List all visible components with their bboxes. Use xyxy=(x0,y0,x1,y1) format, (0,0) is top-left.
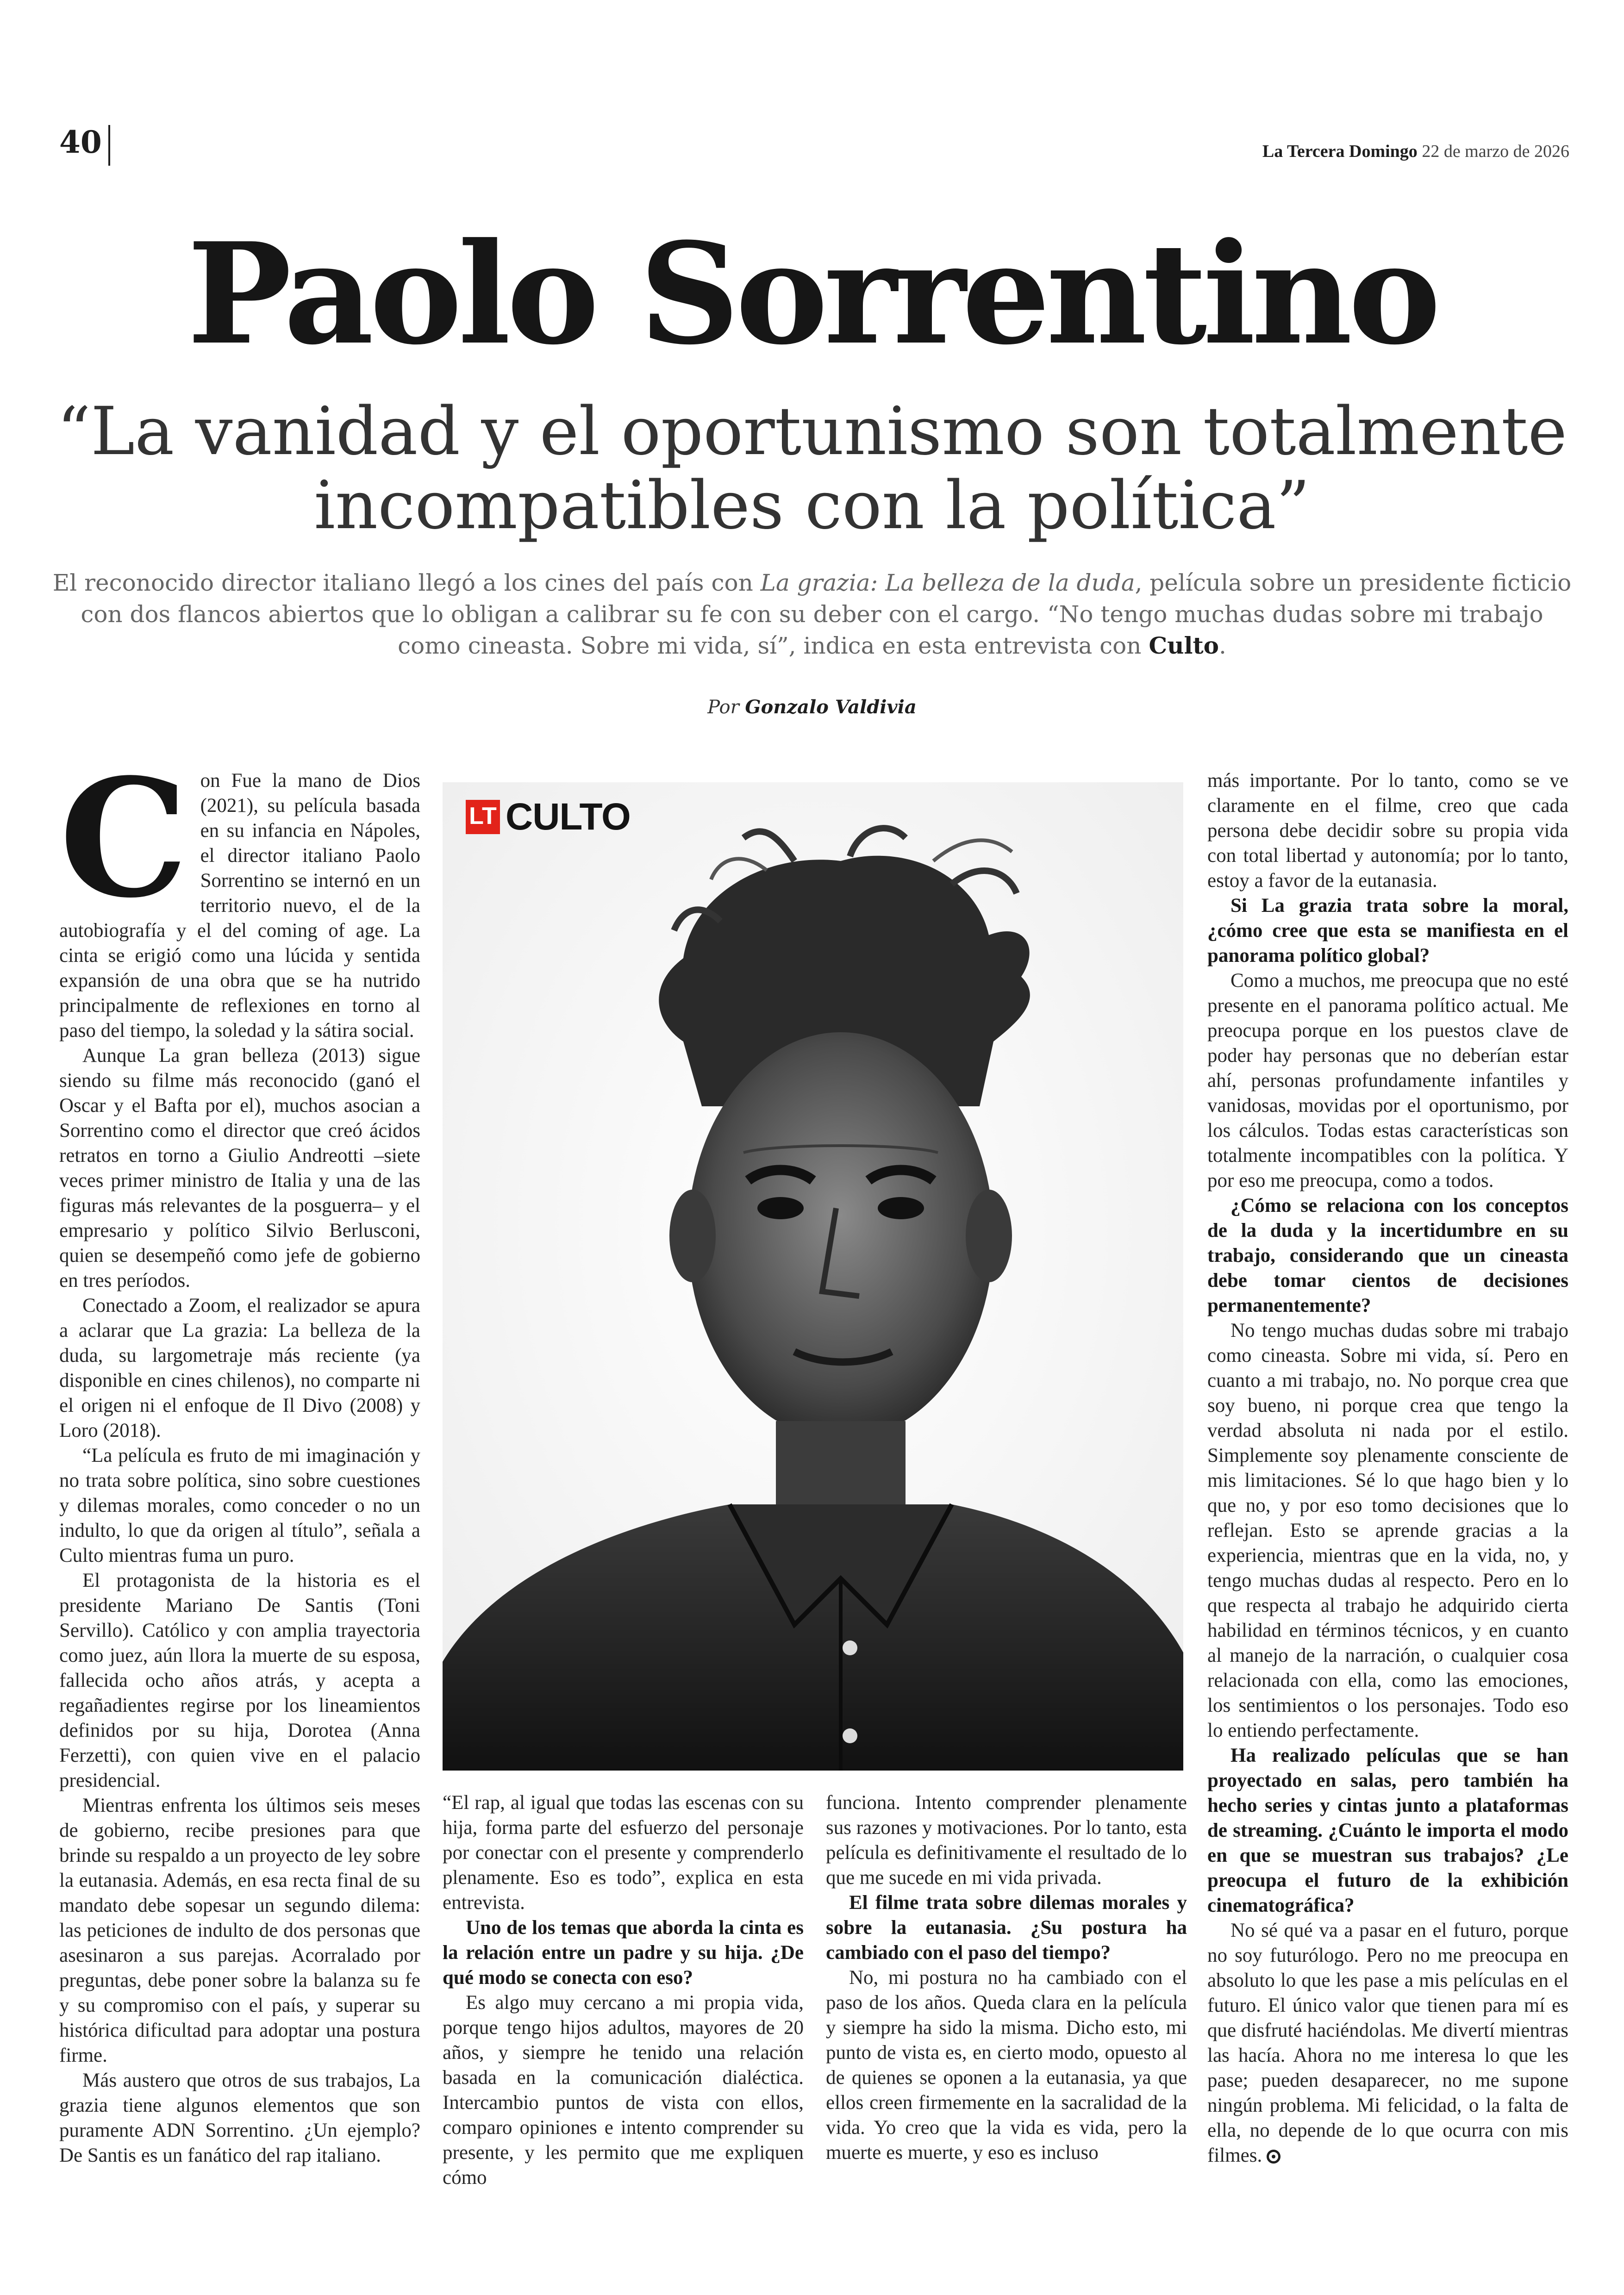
dateline-date: 22 de marzo de 2026 xyxy=(1422,142,1569,161)
shirt-button xyxy=(843,1640,857,1655)
article-column-2 xyxy=(443,1790,804,2190)
byline-author: Gonzalo Valdivia xyxy=(745,696,917,718)
left-ear xyxy=(669,1190,716,1282)
interview-question: El filme trata sobre dilemas morales y sobre la eutanasia. ¿Su postura ha cambiado con el paso del tiempo? xyxy=(826,1892,1187,1964)
headline: Paolo Sorrentino xyxy=(187,212,1437,375)
deck-line-1: “La vanidad y el oportunismo son totalmente xyxy=(57,393,1567,470)
interview-question: Si La grazia trata sobre la moral, ¿cómo cree que esta se manifiesta en el panorama político global? xyxy=(1207,895,1568,967)
portrait-photo xyxy=(443,782,1183,1771)
culto-logo xyxy=(466,798,631,836)
article-paragraph: funciona. Intento comprender plenamente sus razones y motivaciones. Por lo tanto, esta película es definitivamente el resultado de lo que me sucede en mi vida privada. xyxy=(826,1792,1187,1889)
face xyxy=(688,1032,993,1440)
right-eye xyxy=(878,1197,924,1219)
article-paragraph: El protagonista de la historia es el presidente Mariano De Santis (Toni Servillo). Católico y con amplia trayectoria como juez, aún llora la muerte de su esposa, fallecida ocho años atrás, y acepta a regañadientes regirse por los lineamientos definidos por su hija, Dorotea (Anna Ferzetti), con quien vive en el palacio presidencial. xyxy=(59,1570,420,1791)
article-paragraph: Como a muchos, me preocupa que no esté presente en el panorama político actual. Me preocupa porque en los puestos clave de poder hay personas que no deberían estar ahí, personas profundamente infantiles y vanidosas, movidas por el oportunismo, por los cálculos. Todas estas características son totalmente incompatibles con la política. Y por eso me preocupa, como a todos. xyxy=(1207,970,1568,1191)
article-paragraph: “El rap, al igual que todas las escenas con su hija, forma parte del esfuerzo del personaje por conectar con el presente y comprenderlo plenamente. Eso es todo”, explica en esta entrevista. xyxy=(443,1792,804,1914)
article-paragraph: Aunque La gran belleza (2013) sigue siendo su filme más reconocido (ganó el Oscar y el Bafta por el), muchos asocian a Sorrentino como el director que creó ácidos retratos en torno a Giulio Andreotti –siete veces primer ministro de Italia y una de las figuras más relevantes de la posguerra– y el empresario y político Silvio Berlusconi, quien se desempeñó como jefe de gobierno en tres períodos. xyxy=(59,1045,420,1291)
interview-question: Uno de los temas que aborda la cinta es la relación entre un padre y su hija. ¿De qué modo se conecta con eso? xyxy=(443,1917,804,1989)
standfirst-text-1: El reconocido director italiano llegó a los cines del país con xyxy=(52,569,761,596)
page-number-rule xyxy=(108,125,110,166)
article-column-4 xyxy=(1207,768,1568,2168)
deck xyxy=(46,394,1578,543)
standfirst-text-3: . xyxy=(1218,632,1226,659)
article-text: No sé qué va a pasar en el futuro, porque no soy futurólogo. Pero no me preocupa en absoluto lo que les pase a mis películas en el futuro. El único valor que tienen para mí es que disfruté haciéndolas. Me divertí mientras las hacía. Ahora no me interesa lo que les pase; pueden desaparecer, no me supone ningún problema. Mi felicidad, o la falta de ella, no depende de lo que ocurra con mis filmes. xyxy=(1207,1920,1568,2166)
shirt-button xyxy=(843,1728,857,1743)
page-number: 40 xyxy=(59,124,102,160)
article-paragraph: No, mi postura no ha cambiado con el paso de los años. Queda clara en la película y siempre ha sido la misma. Dicho esto, mi punto de vista es, en cierto modo, opuesto al de quienes se oponen a la eutanasia, ya que ellos creen firmemente en la sacralidad de la vida. Yo creo que la vida es vida, pero la muerte es muerte, y eso es incluso xyxy=(826,1967,1187,2164)
standfirst-film-title: La grazia: La belleza de la duda xyxy=(760,569,1135,596)
article-text: on Fue la mano de Dios (2021), su película basada en su infancia en Nápoles, el director italiano Paolo Sorrentino se internó en un territorio nuevo, el de la autobiografía y el del coming of age. La cinta se erigió como una lúcida y sentida expansión de una obra que se ha nutrido principalmente de reflexiones en torno al paso del tiempo, la soledad y la sátira social. xyxy=(59,770,420,1041)
article-paragraph: más importante. Por lo tanto, como se ve claramente en el filme, creo que cada persona debe decidir sobre su propia vida con total libertad y autonomía; por lo tanto, estoy a favor de la eutanasia. xyxy=(1207,770,1568,892)
drop-cap: C xyxy=(59,743,188,934)
byline-prefix: Por xyxy=(707,697,745,718)
standfirst-text-2: , película sobre un presidente ficticio con dos flancos abiertos que lo obligan a calibrar su fe con su deber con el cargo. “No tengo muchas dudas sobre mi trabajo como cineasta. Sobre mi vida, sí”, indica en esta entrevista con xyxy=(81,569,1572,659)
article-column-1 xyxy=(59,743,420,2168)
portrait-illustration xyxy=(443,782,1183,1771)
dateline-paper: La Tercera Domingo xyxy=(1262,142,1418,161)
article-paragraph: No tengo muchas dudas sobre mi trabajo como cineasta. Sobre mi vida, sí. Pero en cuanto a mi trabajo, no. No porque crea que soy bueno, ni porque crea que tengo la verdad absoluta ni nada por el estilo. Simplemente soy plenamente consciente de mis limitaciones. Sé lo que hago bien y lo que no, y por eso tomo decisiones que lo reflejan. Esto se aprende gracias a la experiencia, mientras que en la vida, no, y tengo muchas dudas al respecto. Pero en lo que respecta al trabajo he adquirido cierta habilidad en términos técnicos, y en cuanto al manejo de la narración, o cualquier cosa relacionada con ella, como las emociones, los sentimientos o los personajes. Todo eso lo entiendo perfectamente. xyxy=(1207,1320,1568,1741)
article-paragraph: “La película es fruto de mi imaginación y no trata sobre política, sino sobre cuestiones y dilemas morales, como conceder o no un indulto, lo que da origen al título”, señala a Culto mientras fuma un puro. xyxy=(59,1445,420,1566)
right-ear xyxy=(966,1190,1012,1282)
standfirst-brand: Culto xyxy=(1149,632,1219,659)
article-paragraph xyxy=(1207,1918,1568,2168)
dateline xyxy=(1262,140,1569,163)
article-paragraph: Es algo muy cercano a mi propia vida, porque tengo hijos adultos, mayores de 20 años, y siempre he tenido una relación basada en la comunicación dialéctica. Intercambio puntos de vista con ellos, comparo opiniones e intento comprender su presente, y les permito que me expliquen cómo xyxy=(443,1992,804,2189)
left-eye xyxy=(757,1197,804,1219)
end-of-article-icon xyxy=(1267,2150,1280,2164)
article-paragraph: Mientras enfrenta los últimos seis meses de gobierno, recibe presiones para que brinde su respaldo a un proyecto de ley sobre la eutanasia. Además, en esa recta final de su mandato debe sopesar un segundo dilema: las peticiones de indulto de dos personas que asesinaron a sus parejas. Acorralado por preguntas, debe poner sobre la balanza su fe y su compromiso con el país, y superar su histórica dificultad para adoptar una postura firme. xyxy=(59,1795,420,2066)
interview-question: Ha realizado películas que se han proyectado en salas, pero también ha hecho series y cintas junto a plataformas de streaming. ¿Cuánto le importa el modo en que se muestran sus trabajos? ¿Le preocupa el futuro de la exhibición cinematográfica? xyxy=(1207,1745,1568,1916)
article-paragraph: Más austero que otros de sus trabajos, La grazia tiene algunos elementos que son puramente ADN Sorrentino. ¿Un ejemplo? De Santis es un fanático del rap italiano. xyxy=(59,2070,420,2166)
standfirst xyxy=(46,567,1578,661)
article-column-3 xyxy=(826,1790,1187,2165)
article-paragraph xyxy=(59,743,420,1043)
interview-question: ¿Cómo se relaciona con los conceptos de la duda y la incertidumbre en su trabajo, considerando que un cineasta debe tomar cientos de decisiones permanentemente? xyxy=(1207,1195,1568,1316)
culto-wordmark: CULTO xyxy=(506,796,631,838)
byline xyxy=(0,693,1624,721)
deck-line-2: incompatibles con la política” xyxy=(314,467,1310,544)
article-paragraph: Conectado a Zoom, el realizador se apura a aclarar que La grazia: La belleza de la duda, su largometraje más reciente (ya disponible en cines chilenos), no comparte ni el origen ni el enfoque de Il Divo (2008) y Loro (2018). xyxy=(59,1295,420,1441)
lt-logo-mark: LT xyxy=(466,800,500,834)
